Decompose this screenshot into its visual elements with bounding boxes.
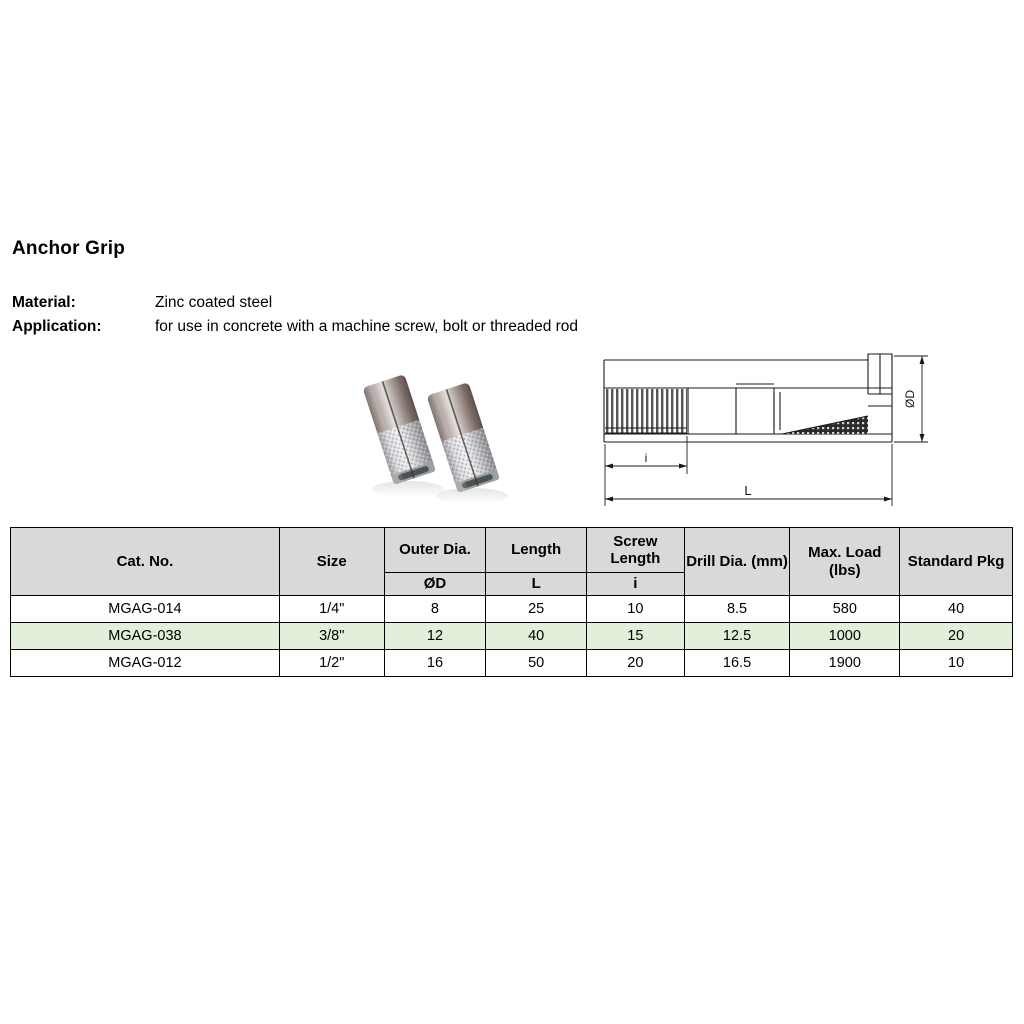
cell-max-load: 1900 [790,650,900,677]
page-title: Anchor Grip [12,238,126,259]
cell-cat-no: MGAG-038 [11,623,280,650]
cell-length: 25 [486,596,587,623]
col-header-screw-length: Screw Length [587,528,685,573]
anchor-unit-right [427,382,500,493]
col-header-length: Length [486,528,587,573]
cell-outer-dia: 12 [384,623,486,650]
spec-row-material [12,294,872,312]
col-header-max-load: Max. Load (lbs) [790,528,900,596]
cell-max-load: 1000 [790,623,900,650]
spec-value-material: Zinc coated steel [155,294,273,311]
cell-length: 50 [486,650,587,677]
specification-table [10,527,1013,677]
cell-cat-no: MGAG-014 [11,596,280,623]
cell-drill-dia: 8.5 [684,596,790,623]
cell-drill-dia: 16.5 [684,650,790,677]
cell-drill-dia: 12.5 [684,623,790,650]
dim-label-i: i [644,451,648,465]
spec-row-application [12,318,872,336]
col-header-cat-no: Cat. No. [11,528,280,596]
spec-value-application: for use in concrete with a machine screw, bolt or threaded rod [155,318,579,335]
cell-size: 1/4" [279,596,384,623]
cell-length: 40 [486,623,587,650]
spec-label-application: Application: [12,318,102,335]
cell-size: 1/2" [279,650,384,677]
col-header-drill-dia: Drill Dia. (mm) [684,528,790,596]
col-subheader-screw-length-symbol: i [587,573,685,596]
col-header-size: Size [279,528,384,596]
dim-label-outer-diameter: ØD [903,390,917,408]
col-subheader-outer-dia-symbol: ØD [384,573,486,596]
col-subheader-length-symbol: L [486,573,587,596]
cell-standard-pkg: 10 [900,650,1013,677]
cell-standard-pkg: 20 [900,623,1013,650]
cell-screw-length: 20 [587,650,685,677]
anchor-unit-left [363,374,436,485]
cell-screw-length: 10 [587,596,685,623]
col-header-outer-dia: Outer Dia. [384,528,486,573]
table-row[interactable] [11,650,1013,677]
cell-cat-no: MGAG-012 [11,650,280,677]
dim-label-L: L [744,483,752,498]
cell-size: 3/8" [279,623,384,650]
table-row[interactable] [11,596,1013,623]
col-header-standard-pkg: Standard Pkg [900,528,1013,596]
cell-outer-dia: 16 [384,650,486,677]
cell-outer-dia: 8 [384,596,486,623]
cell-screw-length: 15 [587,623,685,650]
spec-label-material: Material: [12,294,76,311]
table-header-row-main [11,528,1013,573]
cell-standard-pkg: 40 [900,596,1013,623]
product-photo-anchor-grips [340,368,540,520]
technical-drawing-cross-section [596,346,938,516]
table-body [11,596,1013,677]
table-row[interactable] [11,623,1013,650]
cell-max-load: 580 [790,596,900,623]
